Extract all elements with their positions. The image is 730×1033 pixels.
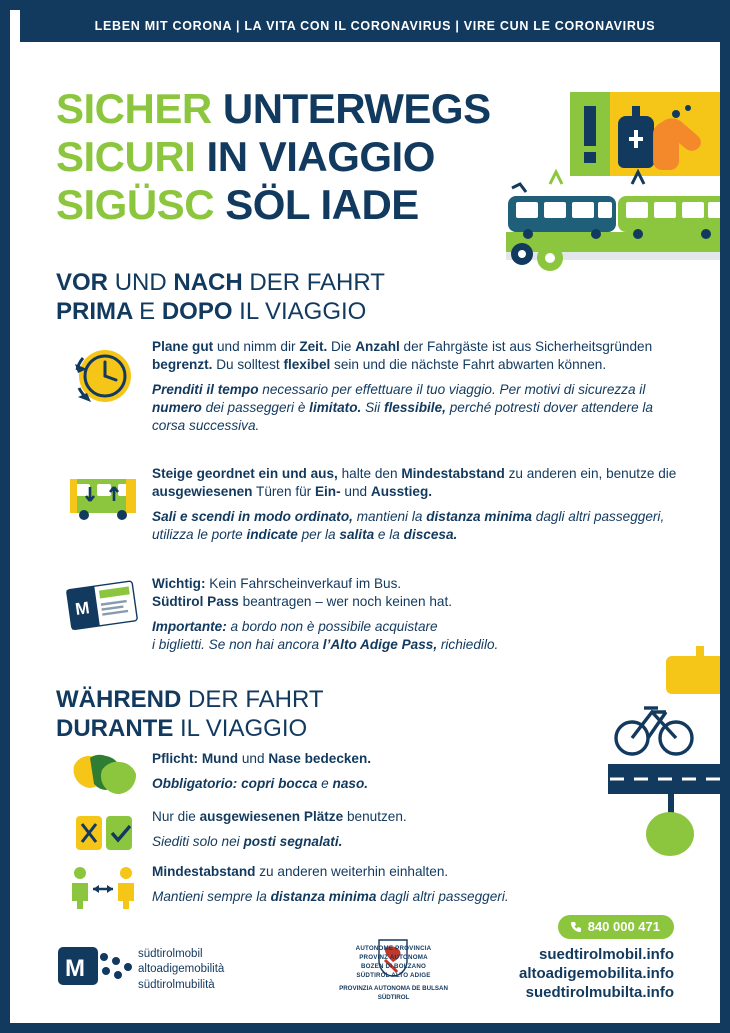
section-2-title-de: WÄHREND DER FAHRT	[56, 686, 324, 713]
logo-wordmark	[138, 947, 224, 993]
logo-line-1: südtirolmobil	[138, 948, 203, 960]
section-2-title	[56, 685, 324, 744]
link-suedtirolmubilta[interactable]: suedtirolmubilta.info	[525, 984, 674, 1002]
province-line-2: PROVINZ AUTONOMA	[359, 953, 428, 961]
section-2-title-it: DURANTE IL VIAGGIO	[56, 715, 308, 743]
phone-number: 840 000 471	[587, 919, 660, 934]
page-title	[56, 85, 576, 231]
text-it: Mantieni sempre la distanza minima dagli altri passeggeri.	[152, 889, 509, 905]
text-it: Obbligatorio: copri bocca e naso.	[152, 776, 369, 792]
svg-text:M: M	[74, 598, 91, 619]
bike-road-illustration	[570, 646, 730, 866]
headline-1-highlight: SICHER	[56, 85, 212, 132]
list-item-distance	[56, 863, 616, 911]
text-it: Siediti solo nei posti segnalati.	[152, 834, 343, 850]
section-1-title-de: VOR UND NACH DER FAHRT	[56, 269, 385, 296]
logo-line-3: südtirolmubilità	[138, 978, 215, 991]
section-1-title	[56, 268, 385, 327]
list-item-body	[152, 338, 686, 435]
text-de: Wichtig: Kein Fahrscheinverkauf im Bus. Südtirol Pass beantragen – wer noch keinen hat.	[152, 576, 452, 610]
headline-3-highlight: SIGÜSC	[56, 180, 215, 228]
phone-badge[interactable]	[558, 915, 674, 939]
website-links	[519, 945, 674, 1003]
text-it: Sali e scendi in modo ordinato, mantieni la distanza minima dagli altri passeggeri, utilizza le porte indicate per la salita e la discesa.	[152, 509, 665, 543]
text-de: Pflicht: Mund und Nase bedecken.	[152, 751, 372, 766]
section-1-title-it: PRIMA E DOPO IL VIAGGIO	[56, 298, 367, 326]
headline-1-rest: UNTERWEGS	[222, 85, 491, 132]
ticket-card-icon	[56, 575, 152, 654]
list-item-body	[152, 808, 566, 858]
bus-doors-icon	[56, 465, 152, 544]
svg-text:M: M	[65, 955, 85, 982]
headline-2-highlight: SICURI	[56, 132, 196, 180]
phone-icon	[570, 921, 582, 933]
list-item-body	[152, 863, 616, 911]
list-item-ticket	[56, 575, 686, 654]
list-item-body	[152, 465, 686, 544]
list-item-mask	[56, 750, 566, 804]
hero-illustration	[506, 92, 730, 272]
list-item-board-orderly	[56, 465, 686, 544]
province-line-3: BOZEN DI BOLZANO	[360, 962, 427, 970]
text-de: Mindestabstand zu anderen weiterhin einhalten.	[152, 864, 449, 879]
headline-2-rest: IN VIAGGIO	[206, 132, 435, 180]
link-altoadigemobilita[interactable]: altoadigemobilita.info	[518, 965, 674, 983]
province-line-6: SÜDTIROL	[377, 993, 410, 1001]
face-mask-icon	[56, 750, 152, 804]
distance-icon	[56, 863, 152, 911]
headline-line-2	[56, 132, 576, 180]
list-item-body	[152, 575, 686, 654]
province-text	[306, 945, 481, 1003]
link-suedtirolmobil[interactable]: suedtirolmobil.info	[539, 946, 674, 963]
top-banner	[20, 10, 730, 42]
text-de: Steige geordnet ein und aus, halte den Mindestabstand zu anderen ein, benutze die ausgewiesenen Türen für Ein- und Ausstieg.	[152, 466, 677, 500]
clock-icon	[56, 338, 152, 435]
logo-line-2: altoadigemobilità	[138, 963, 225, 976]
text-it: Importante: a bordo non è possibile acquistare i biglietti. Se non hai ancora l’Alto Adige Pass, richiedilo.	[152, 619, 499, 653]
top-banner-text: LEBEN MIT CORONA | LA VITA CON IL CORONAVIRUS | VIRE CUN LE CORONAVIRUS	[94, 19, 656, 33]
headline-3-rest: SÖL IADE	[225, 180, 419, 228]
list-item-body	[152, 750, 566, 804]
seats-icon	[56, 808, 152, 858]
headline-line-3	[56, 180, 576, 228]
province-line-4: SÜDTIROL ALTO ADIGE	[356, 971, 431, 979]
text-it: Prenditi il tempo necessario per effettuare il tuo viaggio. Per motivi di sicurezza il numero dei passeggeri è limitato. Sii flessibile, perché potresti dover attendere la corsa successiva.	[152, 382, 653, 434]
province-line-1: AUTONOME PROVINCIA	[355, 945, 432, 952]
province-line-5: PROVINZIA AUTONOMA DE BULSAN	[339, 984, 448, 992]
suedtirolmobil-logo	[58, 943, 134, 989]
list-item-plan-ahead	[56, 338, 686, 435]
headline-line-1	[56, 85, 576, 132]
text-de: Plane gut und nimm dir Zeit. Die Anzahl der Fahrgäste ist aus Sicherheitsgründen begrenzt. Du solltest flexibel sein und die nächste Fahrt abwarten können.	[152, 339, 653, 373]
text-de: Nur die ausgewiesenen Plätze benutzen.	[152, 809, 407, 824]
list-item-seats	[56, 808, 566, 858]
